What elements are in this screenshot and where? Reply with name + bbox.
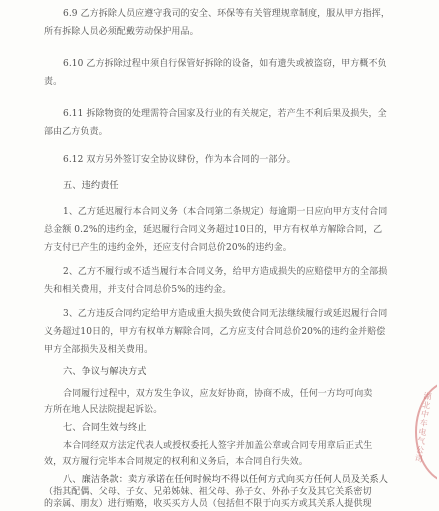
section-7-heading: 七、合同生效与终止	[63, 422, 147, 433]
penalty-1-line-1: 1、乙方延迟履行本合同义务（本合同第二条规定）每逾期一日应向甲方支付合同	[63, 207, 388, 217]
clause-6-11-line-1: 6.11 拆除物资的处理需符合国家及行业的有关规定，若产生不利后果及损失，全	[63, 109, 387, 119]
seal-text: 湖北中车电气公司	[414, 391, 432, 464]
section-8-line-1: 八、廉洁条款：卖方承诺在任何时候均不得以任何方式向买方任何人员及关系人	[63, 474, 389, 485]
section-5-heading: 五、违约责任	[63, 180, 119, 191]
dispute-line-2: 方所在地人民法院提起诉讼。	[44, 405, 163, 415]
penalty-2-line-2: 失和相关费用，并支付合同总价5%的违约金。	[44, 285, 232, 295]
penalty-3-line-3: 甲方全部损失及相关费用。	[44, 345, 154, 355]
clause-6-9-line-2: 所有拆除人员必须配戴劳动保护用品。	[44, 27, 199, 37]
dispute-line-1: 合同履行过程中，双方发生争议，应友好协商，协商不成，任何一方均可向卖	[63, 389, 373, 399]
section-8-line-2: （指其配偶、父母、子女、兄弟姊妹、祖父母、孙子女、外孙子女及其它关系密切	[44, 487, 372, 497]
section-8-line-3: 的亲属、朋友）进行贿赂，收买买方人员（包括但不限于向买方或其关系人提供现	[44, 499, 372, 509]
penalty-2-line-1: 2、乙方不履行或不适当履行本合同义务，给甲方造成损失的应赔偿甲方的全部损	[63, 267, 388, 277]
clause-6-10-line-1: 6.10 乙方拆除过程中须自行保管好拆除的设备，如有遗失或被盗窃，甲方概不负	[63, 59, 387, 69]
clause-6-9-line-1: 6.9 乙方拆除人员应遵守我司的安全、环保等有关管理规章制度，服从甲方指挥，	[63, 9, 390, 19]
clause-6-11-line-2: 部由乙方负责。	[44, 127, 108, 137]
section-6-heading: 六、争议与解决方式	[63, 366, 147, 377]
penalty-1-line-3: 方支付已产生的违约金外，还应支付合同总价20%的违约金。	[44, 243, 292, 253]
effect-line-2: 效，双方履行完毕本合同规定的权利和义务后，本合同自行失效。	[44, 457, 308, 467]
clause-6-12: 6.12 双方另外签订安全协议肆份，作为本合同的一部分。	[63, 155, 296, 165]
clause-6-10-line-2: 责。	[44, 77, 63, 87]
company-seal	[413, 380, 437, 480]
penalty-1-line-2: 总金额 0.2%的违约金，延迟履行合同义务超过10日的，甲方有权单方解除合同，乙	[44, 225, 383, 235]
penalty-3-line-2: 义务超过10日的，甲方有权单方解除合同，乙方应支付合同总价20%的违约金并赔偿	[44, 327, 386, 337]
penalty-3-line-1: 3、乙方违反合同约定给甲方造成重大损失致使合同无法继续履行或延迟履行合同	[63, 309, 388, 319]
effect-line-1: 本合同经双方法定代表人或授权委托人签字并加盖公章或合同专用章后正式生	[63, 441, 373, 451]
